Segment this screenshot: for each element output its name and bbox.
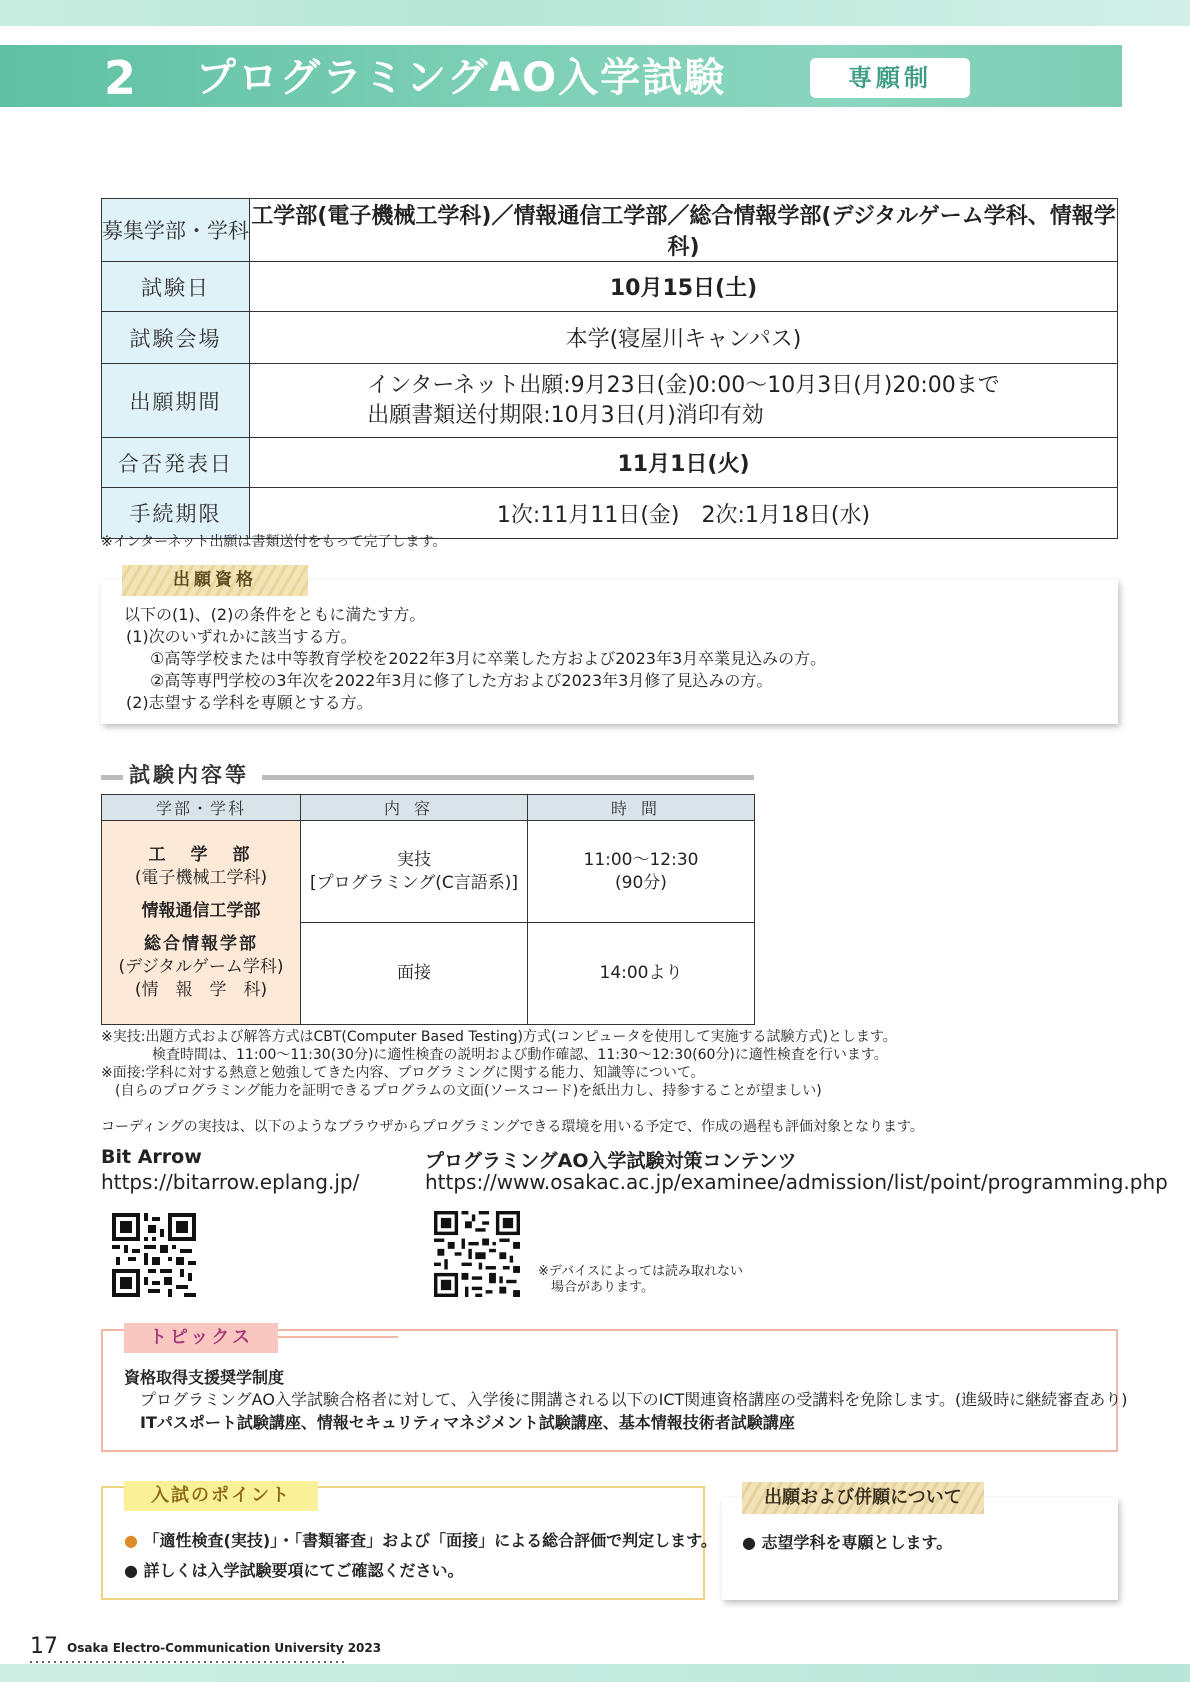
page-number: 17 [30,1634,58,1659]
qualification-line: (2)志望する学科を専願とする方。 [126,693,373,712]
dept-informatics: (情 報 学 科) [134,979,268,1000]
qualification-line: (1)次のいずれかに該当する方。 [126,627,357,646]
table-row [102,262,1118,312]
exclusive-badge: 専願制 [810,58,970,98]
table-row [102,312,1118,364]
content-practical-detail: [プログラミング(C言語系)] [309,872,519,893]
row-value: 10月15日(土) [250,262,1118,312]
exam-note: (自らのプログラミング能力を証明できるプログラムの文面(ソースコード)を紙出力し、持参することが望ましい) [115,1083,822,1099]
department-cell [102,821,301,1025]
qualification-line: ②高等専門学校の3年次を2022年3月に修了した方および2023年3月修了見込みの方。 [150,671,773,690]
dept-engineering: 工 学 部 [148,844,254,865]
point-item [124,1558,464,1581]
exam-points-tag: 入試のポイント [124,1481,318,1511]
page-title: プログラミングAO入学試験 [196,55,727,101]
point-text: 詳しくは入学試験要項にてご確認ください。 [143,1561,464,1580]
row-label: 出願期間 [102,364,250,438]
programming-contents-title: プログラミングAO入学試験対策コンテンツ [425,1150,797,1172]
time-practical-duration: (90分) [615,872,667,893]
coding-note: コーディングの実技は、以下のようなブラウザからプログラミングできる環境を用いる予定で、作成の過程も評価対象となります。 [101,1119,924,1135]
exam-note: ※面接:学科に対する熱意と勉強してきた内容、プログラミングに関する能力、知識等について。 [101,1065,705,1081]
exam-content-heading: 試験内容等 [129,763,249,787]
table-row [102,438,1118,488]
dept-general-info: 総合情報学部 [144,933,258,954]
section-number: 2 [104,51,137,105]
footer-dots [30,1661,346,1663]
row-value [250,364,1118,438]
qualification-tag: 出願資格 [122,565,308,596]
content-cell [301,821,528,923]
bullet-icon: ● [124,1561,138,1580]
time-cell: 14:00より [528,923,755,1025]
row-label: 合否発表日 [102,438,250,488]
bitarrow-title: Bit Arrow [101,1146,202,1168]
topics-tag-line [278,1336,398,1338]
table-row [102,364,1118,438]
exam-note: ※実技:出題方式および解答方式はCBT(Computer Based Testing)方式(コンピュータを使用して実施する試験方式)とします。 [101,1029,897,1045]
table-row [102,199,1118,262]
internet-application-note: ※インターネット出願は書類送付をもって完了します。 [101,534,447,550]
table-row [102,821,755,923]
period-line-2: 出願書類送付期限:10月3日(月)消印有効 [367,402,764,428]
row-value: 11月1日(火) [250,438,1118,488]
row-value: 工学部(電子機械工学科)／情報通信工学部／総合情報学部(デジタルゲーム学科、情報学科) [250,199,1118,262]
scholarship-title: 資格取得支援奨学制度 [124,1368,285,1387]
time-cell [528,821,755,923]
row-label: 募集学部・学科 [102,199,250,262]
table-header-row [102,795,755,821]
bitarrow-qr-icon [112,1213,196,1297]
dept-engineering-sub: (電子機械工学科) [134,867,268,888]
bitarrow-link[interactable]: https://bitarrow.eplang.jp/ [101,1170,360,1194]
university-name: Osaka Electro-Communication University 2023 [67,1641,382,1655]
bottom-decorative-band [0,1664,1190,1682]
qr-device-note-cont: 場合があります。 [551,1280,654,1295]
column-header: 時間 [528,795,755,821]
dept-info-comm: 情報通信工学部 [141,900,261,921]
topics-tag: トピックス [124,1323,278,1353]
scholarship-body: プログラミングAO入学試験合格者に対して、入学後に開講される以下のICT関連資格講座の受講料を免除します。(進級時に継続審査あり) [140,1390,1128,1409]
bullet-icon: ● [124,1531,138,1550]
column-header: 内容 [301,795,528,821]
qr-device-note: ※デバイスによっては読み取れない [538,1264,743,1279]
qualification-line: 以下の(1)、(2)の条件をともに満たす方。 [124,605,426,624]
exam-note: 検査時間は、11:00〜11:30(30分)に適性検査の説明および動作確認、11:30〜12:30(60分)に適性検査を行います。 [152,1047,888,1063]
column-header: 学部・学科 [102,795,301,821]
exam-info-table [101,198,1118,539]
dept-digital-game: (デジタルゲーム学科) [118,956,284,977]
row-label: 試験日 [102,262,250,312]
exam-content-table [101,794,755,1025]
period-line-1: インターネット出願:9月23日(金)0:00〜10月3日(月)20:00まで [367,372,1000,398]
bullet-icon: ● [742,1533,756,1552]
content-cell: 面接 [301,923,528,1025]
time-practical: 11:00〜12:30 [583,849,699,870]
row-value: 本学(寝屋川キャンパス) [250,312,1118,364]
content-practical: 実技 [397,849,431,870]
row-label: 手続期限 [102,488,250,539]
point-item [124,1528,717,1551]
application-text: 志望学科を専願とします。 [761,1533,953,1552]
heading-bar-left [101,775,123,780]
heading-bar-right [262,775,754,780]
row-value: 1次:11月11日(金) 2次:1月18日(水) [250,488,1118,539]
application-tag: 出願および併願について [742,1482,984,1514]
row-label: 試験会場 [102,312,250,364]
point-text: 「適性検査(実技)」・「書類審査」および「面接」による総合評価で判定します。 [143,1531,717,1550]
top-decorative-band [0,0,1190,26]
programming-contents-link[interactable]: https://www.osakac.ac.jp/examinee/admission/list/point/programming.php [425,1170,1168,1194]
application-item [742,1530,952,1553]
scholarship-courses: ITパスポート試験講座、情報セキュリティマネジメント試験講座、基本情報技術者試験講座 [140,1413,795,1432]
programming-contents-qr-icon [434,1211,520,1297]
qualification-line: ①高等学校または中等教育学校を2022年3月に卒業した方および2023年3月卒業見込みの方。 [150,649,827,668]
